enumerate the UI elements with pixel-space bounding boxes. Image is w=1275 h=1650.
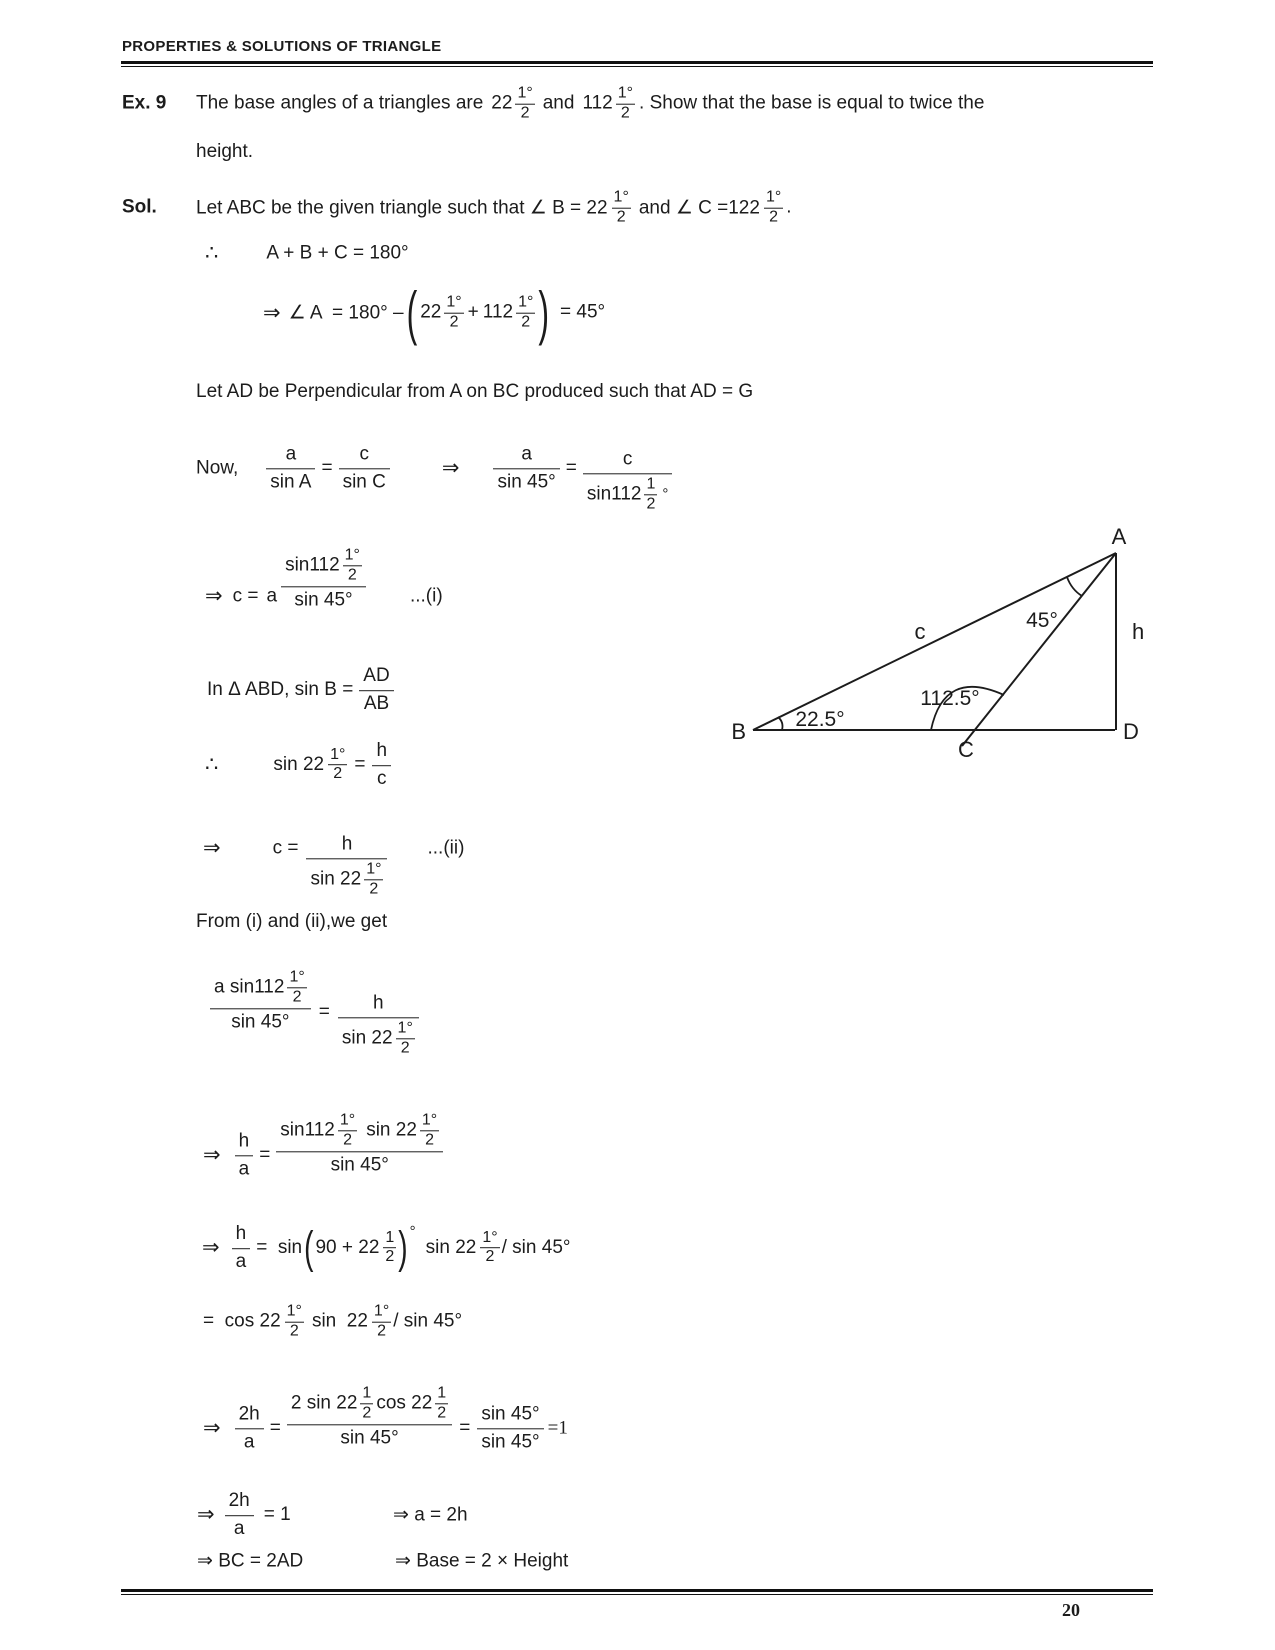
- fraction: [372, 1304, 391, 1341]
- cos22-text: cos 22: [376, 1392, 433, 1414]
- fraction-denominator: a: [235, 1251, 247, 1272]
- triangle-abd-line: [207, 664, 394, 716]
- fraction: [516, 295, 535, 332]
- implies-symbol: ⇒: [441, 456, 460, 480]
- fraction-2h-a: [225, 1489, 254, 1541]
- angle-arc-a: [1067, 577, 1082, 596]
- problem-text: and: [542, 93, 575, 114]
- fraction-numerator: 1°: [338, 1112, 357, 1131]
- fraction-denominator: a: [238, 1157, 250, 1179]
- cos-line: [203, 1304, 462, 1341]
- cos22-text: = cos 22: [203, 1311, 281, 1332]
- number: 112: [482, 302, 514, 323]
- slash-sin45-text: / sin 45°: [393, 1311, 463, 1332]
- fraction: [287, 969, 306, 1006]
- angle-label-22: 22.5°: [795, 708, 845, 731]
- fraction-numerator: h: [235, 1129, 254, 1156]
- fraction: [444, 295, 463, 332]
- fraction-numerator: [210, 968, 311, 1009]
- fraction-numerator: 1°: [515, 86, 534, 105]
- close-paren: ): [538, 279, 550, 347]
- vertex-label-a: A: [1111, 524, 1127, 549]
- sin112-text: sin112: [586, 482, 642, 504]
- fraction-numerator: h: [338, 991, 419, 1018]
- perpendicular-text: Let AD be Perpendicular from A on BC produced such that AD = G: [196, 381, 754, 402]
- implies-symbol: ⇒: [205, 584, 223, 608]
- fraction-denominator: 2: [769, 208, 779, 226]
- equals-sign: =: [259, 1143, 271, 1165]
- header-rule-thin: [121, 66, 1153, 67]
- vertex-label-b: B: [731, 719, 746, 744]
- fraction-numerator: 1: [360, 1385, 373, 1404]
- fraction-denominator: sin 45°: [231, 1010, 290, 1032]
- footer-rule: [121, 1589, 1153, 1595]
- combined-equation-line: [210, 967, 419, 1056]
- fraction-numerator: 1°: [764, 190, 783, 209]
- fraction-denominator: [583, 474, 673, 513]
- angle-sum-line: [205, 241, 409, 266]
- fraction: [328, 747, 347, 784]
- height-label-h: h: [1132, 619, 1145, 644]
- fraction: [383, 1230, 396, 1267]
- sin22-text: sin 22: [366, 1119, 417, 1141]
- fraction-denominator: 2: [521, 313, 531, 331]
- c-equals: c =: [272, 836, 299, 858]
- sin22-text: sin 22: [310, 867, 362, 889]
- fraction-denominator: 2: [400, 1038, 410, 1056]
- implies-symbol: ⇒: [203, 1143, 221, 1167]
- fraction-c-sinC: [339, 442, 390, 494]
- fraction-denominator: 2: [437, 1404, 447, 1422]
- fraction-denominator: 2: [289, 1322, 299, 1340]
- fraction-c-sin112: [583, 447, 673, 512]
- triangle-svg: [698, 498, 1190, 770]
- sin22-text: sin 22: [341, 1026, 393, 1048]
- header-rule: [121, 61, 1153, 67]
- equation-tag: ...(i): [409, 584, 443, 606]
- fraction-numerator: 2h: [235, 1402, 264, 1429]
- fraction: [396, 1020, 415, 1057]
- slash-sin45-text: / sin 45°: [501, 1237, 571, 1258]
- angle-112-half: [582, 86, 635, 123]
- number: 22: [491, 93, 513, 114]
- base-equals-text: ⇒ Base = 2 × Height: [395, 1550, 569, 1572]
- implies-symbol: ⇒: [202, 1236, 220, 1260]
- angle-sum-text: A + B + C = 180°: [266, 242, 409, 263]
- angle-label-45: 45°: [1026, 609, 1058, 632]
- fraction: [285, 1304, 304, 1341]
- fraction-numerator: h: [306, 832, 387, 859]
- fraction-denominator: [306, 859, 387, 898]
- fraction-numerator: a: [493, 442, 559, 469]
- solution-text: .: [786, 197, 792, 218]
- plus-sign: +: [467, 302, 479, 323]
- triangle-diagram: [698, 498, 1190, 770]
- fraction: [644, 476, 657, 513]
- angle-112-half: [483, 295, 536, 332]
- equals-sign: =: [459, 1416, 471, 1438]
- fraction-denominator: 2: [520, 104, 530, 122]
- fraction: [364, 861, 383, 898]
- fraction-denominator: sin 45°: [294, 588, 353, 610]
- angle-a-result: = 45°: [560, 302, 606, 323]
- fraction: [435, 1385, 448, 1422]
- footer-rule-thin: [121, 1594, 1153, 1595]
- fraction: [515, 86, 534, 123]
- angle-label-112: 112.5°: [920, 687, 980, 710]
- fraction-h-sin22: [338, 991, 419, 1056]
- fraction-numerator: [276, 1111, 443, 1152]
- fraction-numerator: 1°: [328, 747, 347, 766]
- vertex-label-d: D: [1123, 719, 1139, 744]
- from-line: [196, 911, 387, 933]
- side-line-ca: [962, 553, 1116, 746]
- degree-sign: °: [662, 485, 669, 503]
- result-line1-left: [197, 1489, 291, 1541]
- fraction-numerator: 1°: [420, 1112, 439, 1131]
- sin22-text: sin 22: [425, 1237, 477, 1258]
- a-var: a: [266, 584, 278, 606]
- open-paren: (: [304, 1222, 314, 1272]
- fraction-numerator: [287, 1384, 452, 1425]
- angle-22-half: [491, 86, 534, 123]
- fraction-denominator: sin A: [270, 470, 312, 492]
- fraction-product-sin45: [276, 1111, 443, 1176]
- fraction-denominator: 2: [369, 879, 379, 897]
- fraction-numerator: 1: [644, 476, 657, 495]
- problem-statement-line1: [122, 86, 984, 123]
- equals-one: =1: [547, 1416, 568, 1438]
- fraction-denominator: sin C: [342, 470, 386, 492]
- angle-a-line: [263, 279, 606, 347]
- angle-22-half: [420, 295, 463, 332]
- fraction-a-sinA: [266, 442, 315, 494]
- equals-sign: =: [565, 456, 577, 478]
- vertex-label-c: C: [958, 737, 974, 762]
- paren-inner-text: 90 + 22: [315, 1237, 380, 1258]
- result-line2-right: [395, 1550, 568, 1573]
- equals-sin-text: = sin: [256, 1237, 303, 1258]
- fraction-AD-AB: [359, 664, 393, 716]
- sin22-line: [205, 739, 391, 791]
- equation-tag: ...(ii): [427, 836, 465, 858]
- sin22-text: sin 22: [273, 754, 325, 775]
- implies-symbol: ⇒: [197, 1503, 215, 1527]
- fraction-denominator: 2: [333, 765, 343, 783]
- sine-rule-line: [196, 423, 672, 512]
- page-header-title: PROPERTIES & SOLUTIONS OF TRIANGLE: [122, 38, 442, 55]
- fraction-numerator: 1°: [444, 295, 463, 314]
- fraction: [764, 190, 783, 227]
- sin112-text: sin112: [280, 1119, 335, 1141]
- a-equals-2h-text: ⇒ a = 2h: [393, 1504, 468, 1526]
- fraction-numerator: c: [583, 447, 673, 474]
- fraction-h-sin22: [306, 832, 387, 897]
- fraction-denominator: [338, 1018, 419, 1057]
- solution-label: Sol.: [122, 197, 157, 218]
- fraction-numerator: 1°: [285, 1304, 304, 1323]
- fraction-numerator: 1°: [364, 861, 383, 880]
- implies-symbol: ⇒: [203, 1416, 221, 1440]
- fraction-sin45-sin45: [477, 1402, 543, 1454]
- fraction-numerator: AD: [359, 664, 393, 691]
- angle-arc-b: [778, 717, 783, 730]
- double-angle-line: [203, 1384, 568, 1471]
- sin22-text: sin 22: [311, 1311, 368, 1332]
- fraction-numerator: 1°: [287, 969, 306, 988]
- fraction: [360, 1385, 373, 1422]
- fraction-denominator: 2: [292, 988, 302, 1006]
- solution-text: Let ABC be the given triangle such that ∠ B = 22: [196, 197, 608, 219]
- therefore-symbol: ∴: [205, 241, 219, 265]
- solution-text: and ∠ C =122: [638, 197, 760, 219]
- fraction-2sincos-sin45: [287, 1384, 452, 1449]
- fraction-numerator: 1°: [612, 190, 631, 209]
- close-paren: ): [398, 1222, 408, 1272]
- equals-sign: =: [318, 1000, 330, 1022]
- fraction-denominator: 2: [425, 1131, 434, 1149]
- from-text: From (i) and (ii),we get: [196, 911, 388, 932]
- fraction-denominator: sin 45°: [481, 1430, 540, 1452]
- fraction-a-sin45: [493, 442, 559, 494]
- result-line2-left: [197, 1550, 303, 1573]
- fraction: [343, 547, 362, 584]
- implies-symbol: ⇒: [203, 836, 221, 860]
- fraction-numerator: 1°: [516, 295, 535, 314]
- fraction-denominator: 2: [362, 1404, 372, 1422]
- angle-a-text: ∠ A = 180° –: [288, 302, 404, 324]
- c-equals: c =: [232, 584, 259, 606]
- h-over-a-line: [203, 1111, 443, 1198]
- fraction-numerator: 2h: [225, 1489, 254, 1516]
- fraction-denominator: sin 45°: [340, 1426, 399, 1448]
- fraction-denominator: 2: [620, 104, 630, 122]
- fraction-denominator: 2: [616, 208, 626, 226]
- abd-text: In Δ ABD, sin B =: [207, 679, 354, 700]
- a-sin112-text: a sin112: [214, 976, 285, 998]
- fraction-numerator: 1°: [480, 1230, 499, 1249]
- fraction-denominator: AB: [363, 693, 390, 714]
- equals-sign: =: [321, 456, 333, 478]
- open-paren: (: [406, 279, 418, 347]
- side-label-c: c: [914, 619, 926, 644]
- fraction-h-c: [372, 739, 391, 791]
- equals-sign: =: [354, 754, 366, 775]
- fraction-denominator: 2: [646, 494, 656, 512]
- number: 22: [420, 302, 442, 323]
- fraction: [616, 86, 635, 123]
- fraction-numerator: 1°: [372, 1304, 391, 1323]
- fraction-numerator: h: [372, 739, 391, 766]
- fraction-denominator: 2: [347, 566, 357, 584]
- footer-rule-thick: [121, 1589, 1153, 1592]
- fraction-denominator: a: [243, 1430, 255, 1452]
- fraction-h-a: [232, 1222, 251, 1274]
- equation-ii-line: [203, 798, 464, 897]
- fraction-numerator: 1°: [616, 86, 635, 105]
- implies-symbol: ⇒: [263, 301, 281, 325]
- fraction-numerator: c: [339, 442, 390, 469]
- equals-sign: =: [269, 1416, 281, 1438]
- equation-i-line: [205, 546, 443, 645]
- fraction-asin112-sin45: [210, 968, 311, 1033]
- fraction-numerator: 1°: [396, 1020, 415, 1039]
- fraction-sin112-sin45: [281, 546, 366, 611]
- two-sin22-text: 2 sin 22: [290, 1392, 358, 1414]
- fraction-numerator: sin 45°: [477, 1402, 543, 1429]
- fraction-denominator: c: [377, 768, 387, 789]
- sin112-text: sin112: [285, 554, 340, 576]
- fraction-denominator: 2: [485, 1248, 495, 1266]
- fraction-numerator: 1: [383, 1230, 396, 1249]
- fraction: [420, 1112, 439, 1149]
- problem-label: Ex. 9: [122, 93, 167, 114]
- fraction-denominator: 2: [377, 1322, 387, 1340]
- fraction: [480, 1230, 499, 1267]
- fraction-h-a: [235, 1129, 254, 1181]
- fraction-numerator: 1°: [343, 547, 362, 566]
- number: 112: [582, 93, 613, 114]
- fraction-numerator: a: [266, 442, 315, 469]
- fraction-denominator: 2: [343, 1131, 352, 1149]
- now-label: Now,: [196, 456, 239, 478]
- bc-equals-2ad-text: ⇒ BC = 2AD: [197, 1550, 304, 1572]
- problem-text: height.: [196, 141, 254, 162]
- fraction: [612, 190, 631, 227]
- fraction-denominator: sin 45°: [497, 470, 556, 492]
- fraction-numerator: 1: [435, 1385, 448, 1404]
- page-number: 20: [1062, 1600, 1080, 1620]
- result-line1-right: [393, 1504, 468, 1527]
- perpendicular-line: [196, 381, 753, 403]
- degree-sign: °: [409, 1223, 416, 1241]
- fraction-denominator: sin 45°: [330, 1153, 389, 1175]
- fraction-denominator: 2: [385, 1248, 395, 1266]
- therefore-symbol: ∴: [205, 753, 219, 777]
- solution-given-line: [122, 190, 792, 227]
- problem-text: The base angles of a triangles are: [196, 93, 484, 114]
- expanded-line: [202, 1222, 570, 1274]
- fraction-denominator: a: [233, 1518, 245, 1539]
- fraction-denominator: 2: [449, 313, 459, 331]
- equals-one-text: = 1: [263, 1504, 291, 1525]
- header-rule-thick: [121, 61, 1153, 64]
- fraction-numerator: [281, 546, 366, 587]
- fraction: [338, 1112, 357, 1149]
- problem-text: . Show that the base is equal to twice the: [639, 93, 985, 114]
- fraction-2h-a: [235, 1402, 264, 1454]
- problem-statement-line2: [196, 141, 253, 163]
- fraction-numerator: h: [232, 1222, 251, 1249]
